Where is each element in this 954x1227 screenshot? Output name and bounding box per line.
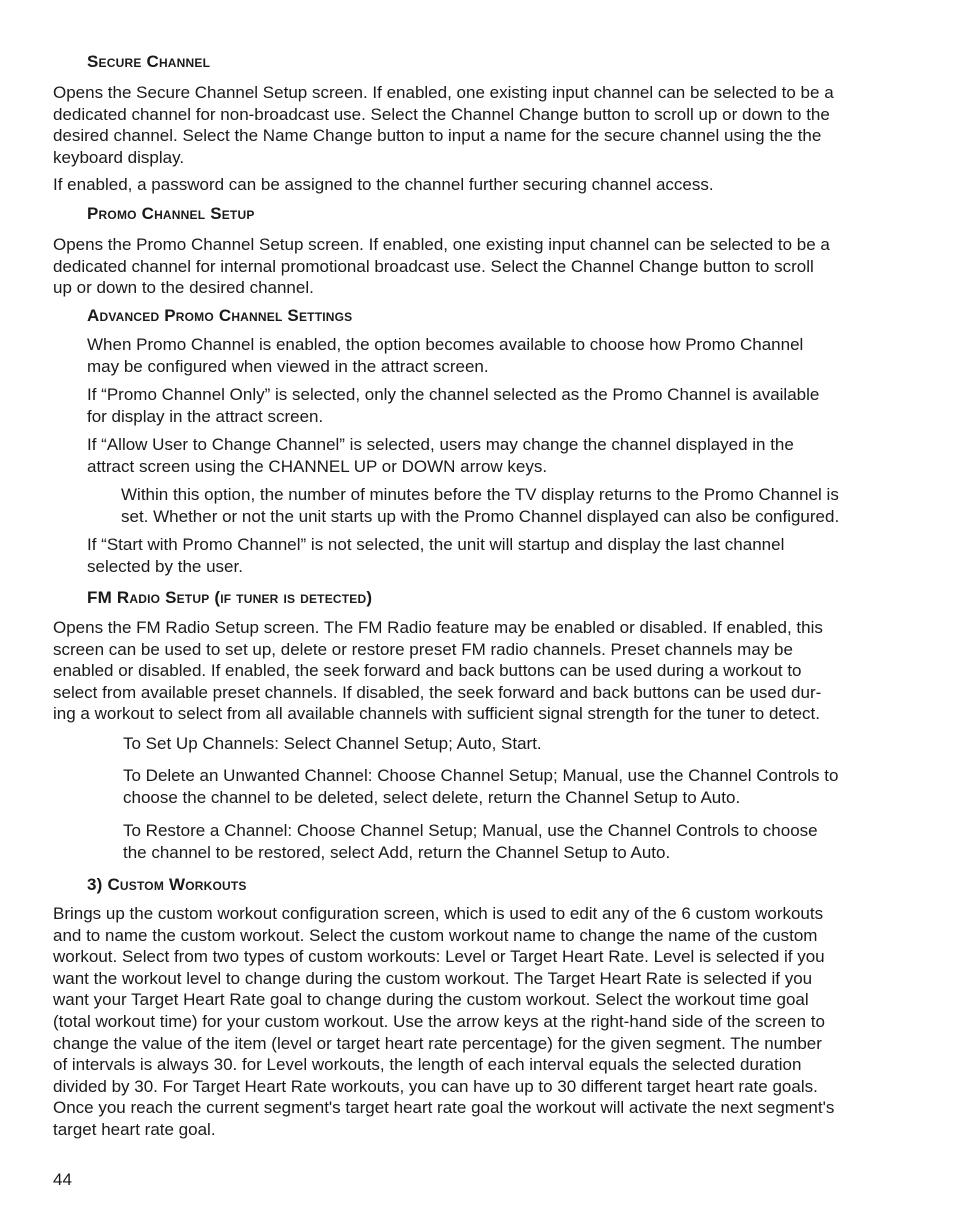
text-line: want your Target Heart Rate goal to change during the custom workout. Select the workout time goal xyxy=(53,990,809,1010)
section-heading xyxy=(87,305,352,327)
text-line: Promo Channel Setup xyxy=(87,204,255,223)
text-line: Brings up the custom workout configuration screen, which is used to edit any of the 6 custom workouts xyxy=(53,904,824,923)
text-line: (total workout time) for your custom workout. Use the arrow keys at the right-hand side of the screen to xyxy=(53,1011,825,1031)
text-line: Secure Channel xyxy=(87,52,211,71)
text-line: for display in the attract screen. xyxy=(87,406,324,426)
text-line: desired channel. Select the Name Change button to input a name for the secure channel using the the xyxy=(53,126,822,146)
text-line: workout. Select from two types of custom workouts: Level or Target Heart Rate. Level is selected if you xyxy=(53,947,825,967)
text-line: Within this option, the number of minutes before the TV display returns to the Promo Channel is xyxy=(121,485,839,504)
text-line: Opens the Promo Channel Setup screen. If enabled, one existing input channel can be selected to be a xyxy=(53,235,830,254)
paragraph xyxy=(87,384,819,427)
text-line: the channel to be restored, select Add, return the Channel Setup to Auto. xyxy=(123,842,671,862)
section-heading xyxy=(87,587,372,609)
text-line: selected by the user. xyxy=(87,556,243,576)
text-line: up or down to the desired channel. xyxy=(53,278,314,298)
text-line: Opens the FM Radio Setup screen. The FM Radio feature may be enabled or disabled. If enabled, this xyxy=(53,618,823,637)
text-line: of intervals is always 30. for Level workouts, the length of each interval equals the selected duration xyxy=(53,1055,802,1075)
paragraph xyxy=(87,434,794,477)
text-line: To Set Up Channels: Select Channel Setup; Auto, Start. xyxy=(123,734,542,753)
text-line: change the value of the item (level or target heart rate percentage) for the given segment. The number xyxy=(53,1033,822,1053)
text-line: If “Start with Promo Channel” is not selected, the unit will startup and display the last channel xyxy=(87,535,785,554)
section-heading xyxy=(87,203,255,225)
text-line: To Restore a Channel: Choose Channel Setup; Manual, use the Channel Controls to choose xyxy=(123,821,818,840)
text-line: dedicated channel for non-broadcast use. Select the Channel Change button to scroll up or down to the xyxy=(53,104,830,124)
paragraph xyxy=(123,765,838,808)
text-line: Advanced Promo Channel Settings xyxy=(87,306,353,325)
text-line: If enabled, a password can be assigned to the channel further securing channel access. xyxy=(53,175,714,194)
text-line: If “Promo Channel Only” is selected, only the channel selected as the Promo Channel is available xyxy=(87,385,820,404)
paragraph xyxy=(87,334,803,377)
text-line: choose the channel to be deleted, select delete, return the Channel Setup to Auto. xyxy=(123,787,741,807)
text-line: screen can be used to set up, delete or restore preset FM radio channels. Preset channels may be xyxy=(53,639,793,659)
text-line: dedicated channel for internal promotional broadcast use. Select the Channel Change button to scroll xyxy=(53,256,814,276)
paragraph xyxy=(87,534,784,577)
text-line: FM Radio Setup (if tuner is detected) xyxy=(87,588,373,607)
text-line: select from available preset channels. If disabled, the seek forward and back buttons can be used dur- xyxy=(53,682,822,702)
section-heading xyxy=(87,874,247,896)
paragraph xyxy=(53,903,834,1141)
text-line: want the workout level to change during the custom workout. The Target Heart Rate is selected if you xyxy=(53,968,813,988)
paragraph xyxy=(53,82,834,168)
page-number: 44 xyxy=(53,1170,72,1189)
paragraph xyxy=(121,484,839,527)
text-line: set. Whether or not the unit starts up with the Promo Channel displayed can also be configured. xyxy=(121,506,840,526)
text-line: keyboard display. xyxy=(53,147,185,167)
text-line: attract screen using the CHANNEL UP or DOWN arrow keys. xyxy=(87,456,548,476)
text-line: enabled or disabled. If enabled, the seek forward and back buttons can be used during a workout to xyxy=(53,661,802,681)
text-line: Once you reach the current segment's target heart rate goal the workout will activate the next segment's xyxy=(53,1098,835,1118)
text-line: If “Allow User to Change Channel” is selected, users may change the channel displayed in the xyxy=(87,435,794,454)
paragraph xyxy=(53,234,830,299)
text-line: divided by 30. For Target Heart Rate workouts, you can have up to 30 different target heart rate goals. xyxy=(53,1076,818,1096)
paragraph xyxy=(123,733,542,755)
paragraph xyxy=(53,617,823,725)
paragraph xyxy=(53,174,714,196)
text-line: To Delete an Unwanted Channel: Choose Channel Setup; Manual, use the Channel Controls to xyxy=(123,766,839,785)
text-line: When Promo Channel is enabled, the option becomes available to choose how Promo Channel xyxy=(87,335,804,354)
text-line: target heart rate goal. xyxy=(53,1119,216,1139)
text-line: and to name the custom workout. Select the custom workout name to change the name of the custom xyxy=(53,925,818,945)
section-heading xyxy=(87,51,210,73)
text-line: may be configured when viewed in the attract screen. xyxy=(87,356,489,376)
paragraph xyxy=(123,820,818,863)
text-line: Opens the Secure Channel Setup screen. If enabled, one existing input channel can be selected to be a xyxy=(53,83,834,102)
text-line: 3) Custom Workouts xyxy=(87,875,247,894)
text-line: ing a workout to select from all available channels with sufficient signal strength for the tuner to detect. xyxy=(53,704,820,724)
